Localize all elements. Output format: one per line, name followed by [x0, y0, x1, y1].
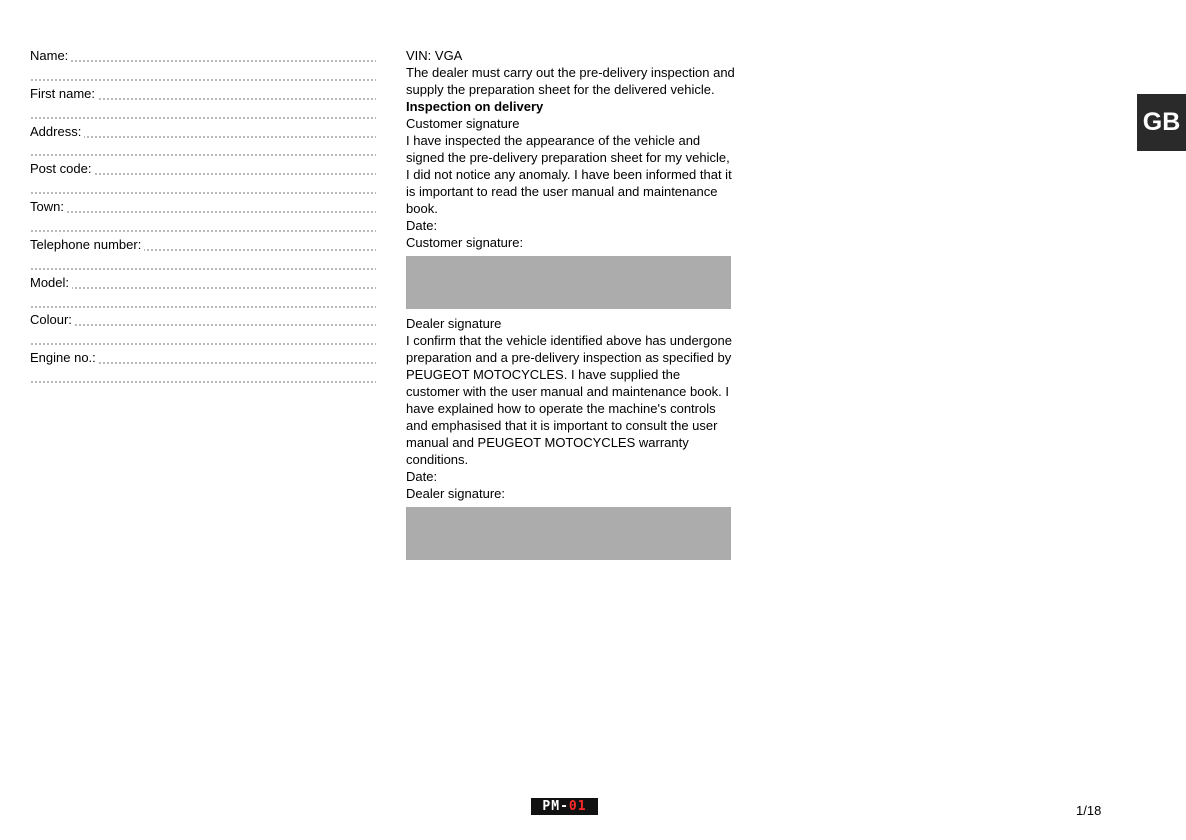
dealer-signature-label: Dealer signature: [406, 486, 505, 501]
name-label: Name: [30, 48, 71, 63]
logo-text-01: 01 [568, 799, 587, 814]
post-code-field-continued[interactable] [30, 179, 376, 198]
town-label: Town: [30, 199, 67, 214]
customer-signature-box[interactable] [406, 256, 731, 309]
colour-field[interactable] [30, 311, 376, 330]
telephone-field-continued[interactable] [30, 255, 376, 274]
intro-text: The dealer must carry out the pre-delivery inspection and supply the preparation sheet for the delivered vehicle. [406, 65, 735, 97]
model-field-continued[interactable] [30, 293, 376, 312]
customer-details-form [30, 47, 376, 387]
address-label: Address: [30, 124, 84, 139]
language-tab: GB [1137, 94, 1186, 151]
model-label: Model: [30, 275, 72, 290]
town-field[interactable] [30, 198, 376, 217]
customer-date-label: Date: [406, 218, 438, 233]
model-field[interactable] [30, 274, 376, 293]
customer-signature-label: Customer signature: [406, 235, 524, 250]
page-number: 1/18 [1076, 803, 1102, 818]
engine-no-field-continued[interactable] [30, 368, 376, 387]
inspection-section [406, 47, 736, 566]
dealer-declaration: I confirm that the vehicle identified above has undergone preparation and a pre-delivery inspection as specified by PEUGEOT MOTOCYCLES. I have supplied the customer with the user manual and maintenance book. I have explained how to operate the machine's controls and emphasised that it is important to consult the user manual and PEUGEOT MOTOCYCLES warranty conditions. [406, 333, 732, 467]
customer-declaration: I have inspected the appearance of the vehicle and signed the pre-delivery preparation sheet for my vehicle, I did not notice any anomaly. I have been informed that it is important to read the user manual and maintenance book. [406, 133, 732, 216]
town-field-continued[interactable] [30, 217, 376, 236]
dealer-signature-title: Dealer signature [406, 316, 502, 331]
name-field-continued[interactable] [30, 66, 376, 85]
customer-signature-title: Customer signature [406, 116, 520, 131]
post-code-field[interactable] [30, 160, 376, 179]
colour-field-continued[interactable] [30, 330, 376, 349]
pm01-logo [531, 798, 598, 815]
first-name-label: First name: [30, 86, 98, 101]
telephone-label: Telephone number: [30, 237, 144, 252]
engine-no-label: Engine no.: [30, 350, 99, 365]
logo-text-pm: PM- [542, 799, 569, 814]
vin-line: VIN: VGA [406, 48, 463, 63]
address-field-continued[interactable] [30, 141, 376, 160]
telephone-field[interactable] [30, 236, 376, 255]
inspection-heading: Inspection on delivery [406, 99, 544, 114]
engine-no-field[interactable] [30, 349, 376, 368]
colour-label: Colour: [30, 312, 75, 327]
name-field[interactable] [30, 47, 376, 66]
first-name-field[interactable] [30, 85, 376, 104]
first-name-field-continued[interactable] [30, 104, 376, 123]
dealer-date-label: Date: [406, 469, 438, 484]
address-field[interactable] [30, 123, 376, 142]
post-code-label: Post code: [30, 161, 94, 176]
dealer-signature-box[interactable] [406, 507, 731, 560]
